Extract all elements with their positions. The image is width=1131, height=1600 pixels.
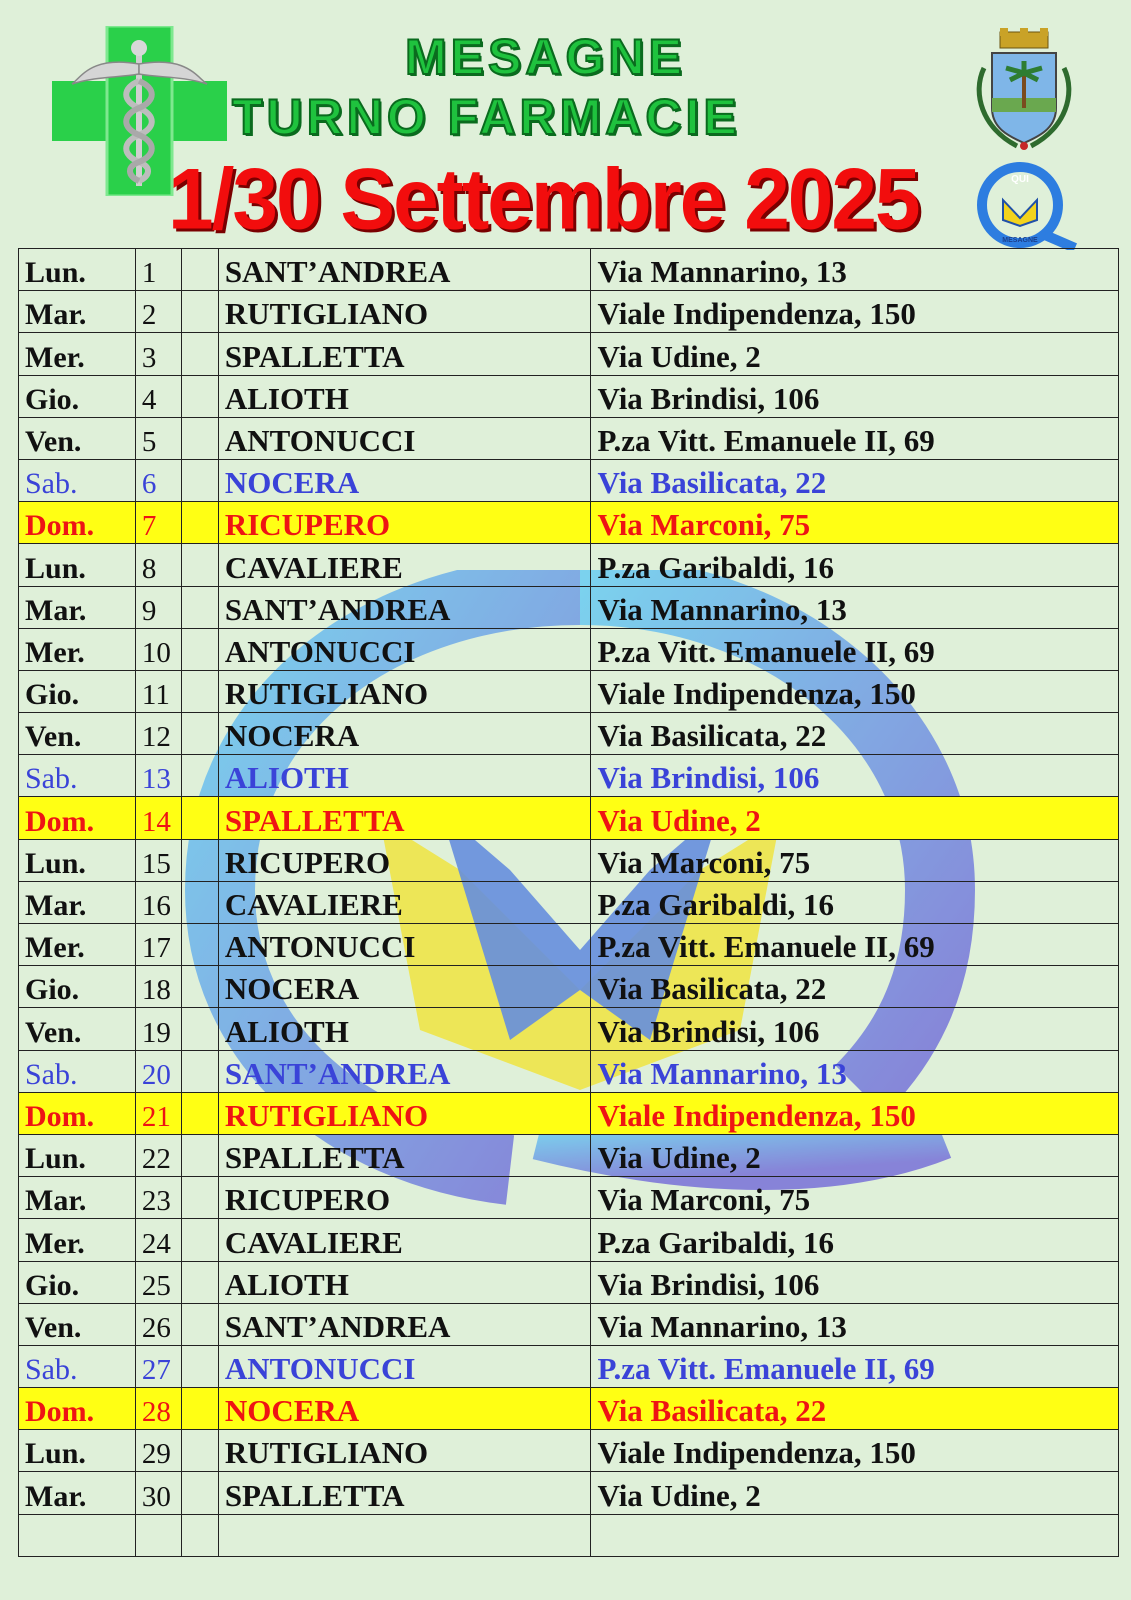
- date-number-cell: 16: [135, 881, 181, 923]
- day-cell: Gio.: [19, 670, 136, 712]
- address-cell: P.za Garibaldi, 16: [591, 1219, 1119, 1261]
- day-cell: Ven.: [19, 417, 136, 459]
- table-row: [19, 1177, 1119, 1219]
- pharmacy-name-cell: SPALLETTA: [218, 1134, 591, 1176]
- spacer-cell: [181, 459, 218, 501]
- address-cell: Via Marconi, 75: [591, 1177, 1119, 1219]
- pharmacy-name-cell: SANT’ANDREA: [218, 586, 591, 628]
- table-row: [19, 1345, 1119, 1387]
- pharmacy-name-cell: RICUPERO: [218, 839, 591, 881]
- spacer-cell: [181, 1219, 218, 1261]
- city-coat-of-arms-icon: [962, 28, 1087, 158]
- date-number-cell: 30: [135, 1472, 181, 1514]
- address-cell: Via Brindisi, 106: [591, 1008, 1119, 1050]
- spacer-cell: [181, 713, 218, 755]
- pharmacy-name-cell: ALIOTH: [218, 375, 591, 417]
- pharmacy-name-cell: SANT’ANDREA: [218, 249, 591, 291]
- address-cell: P.za Vitt. Emanuele II, 69: [591, 628, 1119, 670]
- pharmacy-name-cell: RUTIGLIANO: [218, 670, 591, 712]
- address-cell: Viale Indipendenza, 150: [591, 670, 1119, 712]
- spacer-cell: [181, 586, 218, 628]
- date-number-cell: 17: [135, 924, 181, 966]
- address-cell: P.za Garibaldi, 16: [591, 544, 1119, 586]
- table-row: [19, 1472, 1119, 1514]
- table-row: [19, 249, 1119, 291]
- day-cell: Dom.: [19, 797, 136, 839]
- poster-header: [0, 0, 1131, 250]
- pharmacy-name-cell: CAVALIERE: [218, 544, 591, 586]
- table-row: [19, 881, 1119, 923]
- address-cell: Via Udine, 2: [591, 1134, 1119, 1176]
- address-cell: Via Brindisi, 106: [591, 375, 1119, 417]
- table-row: [19, 1092, 1119, 1134]
- pharmacy-name-cell: SANT’ANDREA: [218, 1303, 591, 1345]
- address-cell: [591, 1514, 1119, 1556]
- address-cell: Via Mannarino, 13: [591, 249, 1119, 291]
- table-row: [19, 670, 1119, 712]
- table-row: [19, 1050, 1119, 1092]
- pharmacy-name-cell: SPALLETTA: [218, 333, 591, 375]
- day-cell: Sab.: [19, 755, 136, 797]
- spacer-cell: [181, 1345, 218, 1387]
- spacer-cell: [181, 670, 218, 712]
- spacer-cell: [181, 544, 218, 586]
- logo-text-top: QUI: [1011, 174, 1029, 185]
- spacer-cell: [181, 333, 218, 375]
- day-cell: Gio.: [19, 966, 136, 1008]
- pharmacy-name-cell: NOCERA: [218, 1388, 591, 1430]
- date-number-cell: 2: [135, 291, 181, 333]
- spacer-cell: [181, 1430, 218, 1472]
- date-number-cell: 12: [135, 713, 181, 755]
- pharmacy-name-cell: SANT’ANDREA: [218, 1050, 591, 1092]
- date-number-cell: 15: [135, 839, 181, 881]
- spacer-cell: [181, 1514, 218, 1556]
- pharmacy-name-cell: [218, 1514, 591, 1556]
- date-number-cell: 29: [135, 1430, 181, 1472]
- table-row: [19, 333, 1119, 375]
- table-row: [19, 1008, 1119, 1050]
- spacer-cell: [181, 1177, 218, 1219]
- date-number-cell: 24: [135, 1219, 181, 1261]
- table-row: [19, 291, 1119, 333]
- address-cell: Via Mannarino, 13: [591, 1050, 1119, 1092]
- table-row: [19, 797, 1119, 839]
- pharmacy-name-cell: RUTIGLIANO: [218, 1430, 591, 1472]
- address-cell: P.za Garibaldi, 16: [591, 881, 1119, 923]
- day-cell: Dom.: [19, 502, 136, 544]
- period-title: 1/30 Settembre 2025: [168, 151, 919, 248]
- table-row: [19, 1388, 1119, 1430]
- table-row: [19, 1514, 1119, 1556]
- table-row: [19, 544, 1119, 586]
- spacer-cell: [181, 797, 218, 839]
- date-number-cell: 23: [135, 1177, 181, 1219]
- pharmacy-name-cell: RUTIGLIANO: [218, 291, 591, 333]
- date-number-cell: 13: [135, 755, 181, 797]
- pharmacy-name-cell: RICUPERO: [218, 1177, 591, 1219]
- city-title: MESAGNE: [405, 29, 686, 85]
- address-cell: P.za Vitt. Emanuele II, 69: [591, 417, 1119, 459]
- date-number-cell: 5: [135, 417, 181, 459]
- address-cell: Via Marconi, 75: [591, 839, 1119, 881]
- table-row: [19, 375, 1119, 417]
- date-number-cell: [135, 1514, 181, 1556]
- date-number-cell: 22: [135, 1134, 181, 1176]
- day-cell: Gio.: [19, 375, 136, 417]
- spacer-cell: [181, 1261, 218, 1303]
- date-number-cell: 4: [135, 375, 181, 417]
- day-cell: Ven.: [19, 1303, 136, 1345]
- table-row: [19, 586, 1119, 628]
- pharmacy-name-cell: ALIOTH: [218, 1261, 591, 1303]
- pharmacy-name-cell: NOCERA: [218, 966, 591, 1008]
- pharmacy-name-cell: SPALLETTA: [218, 797, 591, 839]
- spacer-cell: [181, 1134, 218, 1176]
- date-number-cell: 26: [135, 1303, 181, 1345]
- table-row: [19, 417, 1119, 459]
- table-row: [19, 502, 1119, 544]
- date-number-cell: 18: [135, 966, 181, 1008]
- address-cell: Via Udine, 2: [591, 1472, 1119, 1514]
- day-cell: Lun.: [19, 249, 136, 291]
- pharmacy-name-cell: ALIOTH: [218, 1008, 591, 1050]
- day-cell: Lun.: [19, 544, 136, 586]
- spacer-cell: [181, 502, 218, 544]
- spacer-cell: [181, 628, 218, 670]
- table-row: [19, 966, 1119, 1008]
- qui-mesagne-logo-icon: [975, 160, 1085, 250]
- day-cell: Gio.: [19, 1261, 136, 1303]
- date-number-cell: 21: [135, 1092, 181, 1134]
- table-row: [19, 459, 1119, 501]
- address-cell: Via Basilicata, 22: [591, 713, 1119, 755]
- day-cell: Mer.: [19, 1219, 136, 1261]
- day-cell: Mer.: [19, 628, 136, 670]
- date-number-cell: 11: [135, 670, 181, 712]
- table-row: [19, 713, 1119, 755]
- pharmacy-name-cell: ANTONUCCI: [218, 628, 591, 670]
- day-cell: Mar.: [19, 586, 136, 628]
- date-number-cell: 7: [135, 502, 181, 544]
- pharmacy-name-cell: RUTIGLIANO: [218, 1092, 591, 1134]
- day-cell: Lun.: [19, 1430, 136, 1472]
- table-row: [19, 839, 1119, 881]
- address-cell: Via Udine, 2: [591, 797, 1119, 839]
- subtitle-title: TURNO FARMACIE: [232, 89, 741, 145]
- date-number-cell: 20: [135, 1050, 181, 1092]
- spacer-cell: [181, 839, 218, 881]
- day-cell: Lun.: [19, 839, 136, 881]
- spacer-cell: [181, 249, 218, 291]
- day-cell: Lun.: [19, 1134, 136, 1176]
- day-cell: Mer.: [19, 333, 136, 375]
- address-cell: Via Basilicata, 22: [591, 966, 1119, 1008]
- address-cell: Via Udine, 2: [591, 333, 1119, 375]
- date-number-cell: 10: [135, 628, 181, 670]
- day-cell: [19, 1514, 136, 1556]
- date-number-cell: 27: [135, 1345, 181, 1387]
- spacer-cell: [181, 375, 218, 417]
- pharmacy-name-cell: CAVALIERE: [218, 1219, 591, 1261]
- spacer-cell: [181, 1472, 218, 1514]
- address-cell: Viale Indipendenza, 150: [591, 1092, 1119, 1134]
- address-cell: Via Basilicata, 22: [591, 1388, 1119, 1430]
- spacer-cell: [181, 1388, 218, 1430]
- logo-text-bottom: MESAGNE: [1002, 237, 1038, 244]
- date-number-cell: 6: [135, 459, 181, 501]
- address-cell: Via Brindisi, 106: [591, 1261, 1119, 1303]
- pharmacy-rota-table: [18, 248, 1119, 1557]
- spacer-cell: [181, 966, 218, 1008]
- table-row: [19, 1134, 1119, 1176]
- pharmacy-name-cell: ANTONUCCI: [218, 924, 591, 966]
- day-cell: Sab.: [19, 1050, 136, 1092]
- date-number-cell: 19: [135, 1008, 181, 1050]
- spacer-cell: [181, 1303, 218, 1345]
- address-cell: P.za Vitt. Emanuele II, 69: [591, 924, 1119, 966]
- pharmacy-name-cell: ANTONUCCI: [218, 417, 591, 459]
- date-number-cell: 8: [135, 544, 181, 586]
- date-number-cell: 1: [135, 249, 181, 291]
- spacer-cell: [181, 417, 218, 459]
- table-row: [19, 1430, 1119, 1472]
- pharmacy-name-cell: CAVALIERE: [218, 881, 591, 923]
- date-number-cell: 28: [135, 1388, 181, 1430]
- day-cell: Mar.: [19, 1472, 136, 1514]
- table-row: [19, 755, 1119, 797]
- day-cell: Mer.: [19, 924, 136, 966]
- spacer-cell: [181, 291, 218, 333]
- date-number-cell: 25: [135, 1261, 181, 1303]
- spacer-cell: [181, 881, 218, 923]
- pharmacy-name-cell: SPALLETTA: [218, 1472, 591, 1514]
- address-cell: Via Mannarino, 13: [591, 586, 1119, 628]
- spacer-cell: [181, 1050, 218, 1092]
- table-row: [19, 1219, 1119, 1261]
- address-cell: Via Brindisi, 106: [591, 755, 1119, 797]
- table-row: [19, 1303, 1119, 1345]
- date-number-cell: 3: [135, 333, 181, 375]
- address-cell: Via Mannarino, 13: [591, 1303, 1119, 1345]
- spacer-cell: [181, 924, 218, 966]
- day-cell: Mar.: [19, 1177, 136, 1219]
- spacer-cell: [181, 755, 218, 797]
- day-cell: Mar.: [19, 291, 136, 333]
- address-cell: Via Marconi, 75: [591, 502, 1119, 544]
- table-row: [19, 924, 1119, 966]
- pharmacy-name-cell: ALIOTH: [218, 755, 591, 797]
- spacer-cell: [181, 1092, 218, 1134]
- address-cell: Viale Indipendenza, 150: [591, 1430, 1119, 1472]
- day-cell: Ven.: [19, 713, 136, 755]
- table-row: [19, 628, 1119, 670]
- pharmacy-name-cell: NOCERA: [218, 713, 591, 755]
- address-cell: Via Basilicata, 22: [591, 459, 1119, 501]
- pharmacy-name-cell: RICUPERO: [218, 502, 591, 544]
- pharmacy-name-cell: NOCERA: [218, 459, 591, 501]
- day-cell: Mar.: [19, 881, 136, 923]
- pharmacy-name-cell: ANTONUCCI: [218, 1345, 591, 1387]
- spacer-cell: [181, 1008, 218, 1050]
- address-cell: P.za Vitt. Emanuele II, 69: [591, 1345, 1119, 1387]
- table-row: [19, 1261, 1119, 1303]
- day-cell: Dom.: [19, 1092, 136, 1134]
- address-cell: Viale Indipendenza, 150: [591, 291, 1119, 333]
- day-cell: Dom.: [19, 1388, 136, 1430]
- day-cell: Sab.: [19, 459, 136, 501]
- day-cell: Sab.: [19, 1345, 136, 1387]
- date-number-cell: 9: [135, 586, 181, 628]
- date-number-cell: 14: [135, 797, 181, 839]
- day-cell: Ven.: [19, 1008, 136, 1050]
